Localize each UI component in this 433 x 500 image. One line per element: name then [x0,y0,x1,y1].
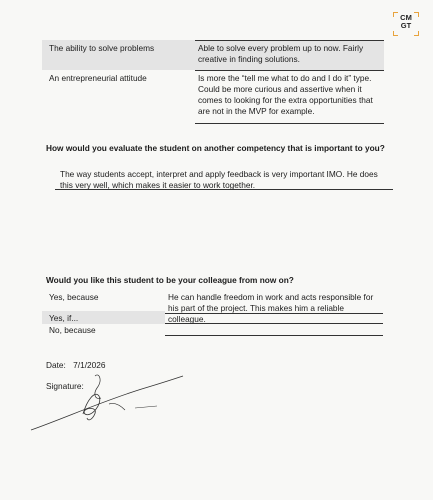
date-label: Date: [46,360,66,370]
competency-value: Is more the “tell me what to do and I do it” type. Could be more curious and assertive when it comes to looking for the extra opportunities that are not in the MVP for example. [198,73,373,116]
date-value: 7/1/2026 [73,360,106,370]
question-colleague-title: Would you like this student to be your colleague from now on? [46,275,294,285]
table-rule [195,70,384,71]
table-top-rule [195,40,384,41]
option-answer: He can handle freedom in work and acts responsible for his part of the project. This makes him a reliable colleague. [168,292,374,324]
logo-line-1: CM [400,13,412,22]
question-other-title: How would you evaluate the student on another competency that is important to you? [46,143,385,153]
competency-label: An entrepreneurial attitude [49,73,147,83]
question-other-answer: The way students accept, interpret and apply feedback is very important IMO. He does this very well, which makes it easier to work together. [60,169,378,190]
answer-rule [165,313,383,314]
signature-label: Signature: [46,381,84,391]
option-label: No, because [49,325,96,335]
answer-rule [165,323,383,324]
competency-value: Able to solve every problem up to now. Fairly creative in finding solutions. [198,43,364,64]
option-label: Yes, because [49,292,99,302]
cmgt-logo [396,14,416,34]
competency-label: The ability to solve problems [49,43,155,53]
table-bottom-rule [195,123,384,124]
answer-rule [165,335,383,336]
logo-line-2: GT [400,21,412,30]
option-label: Yes, if... [49,313,79,323]
answer-rule [55,189,393,190]
signature-scribble [25,370,195,440]
